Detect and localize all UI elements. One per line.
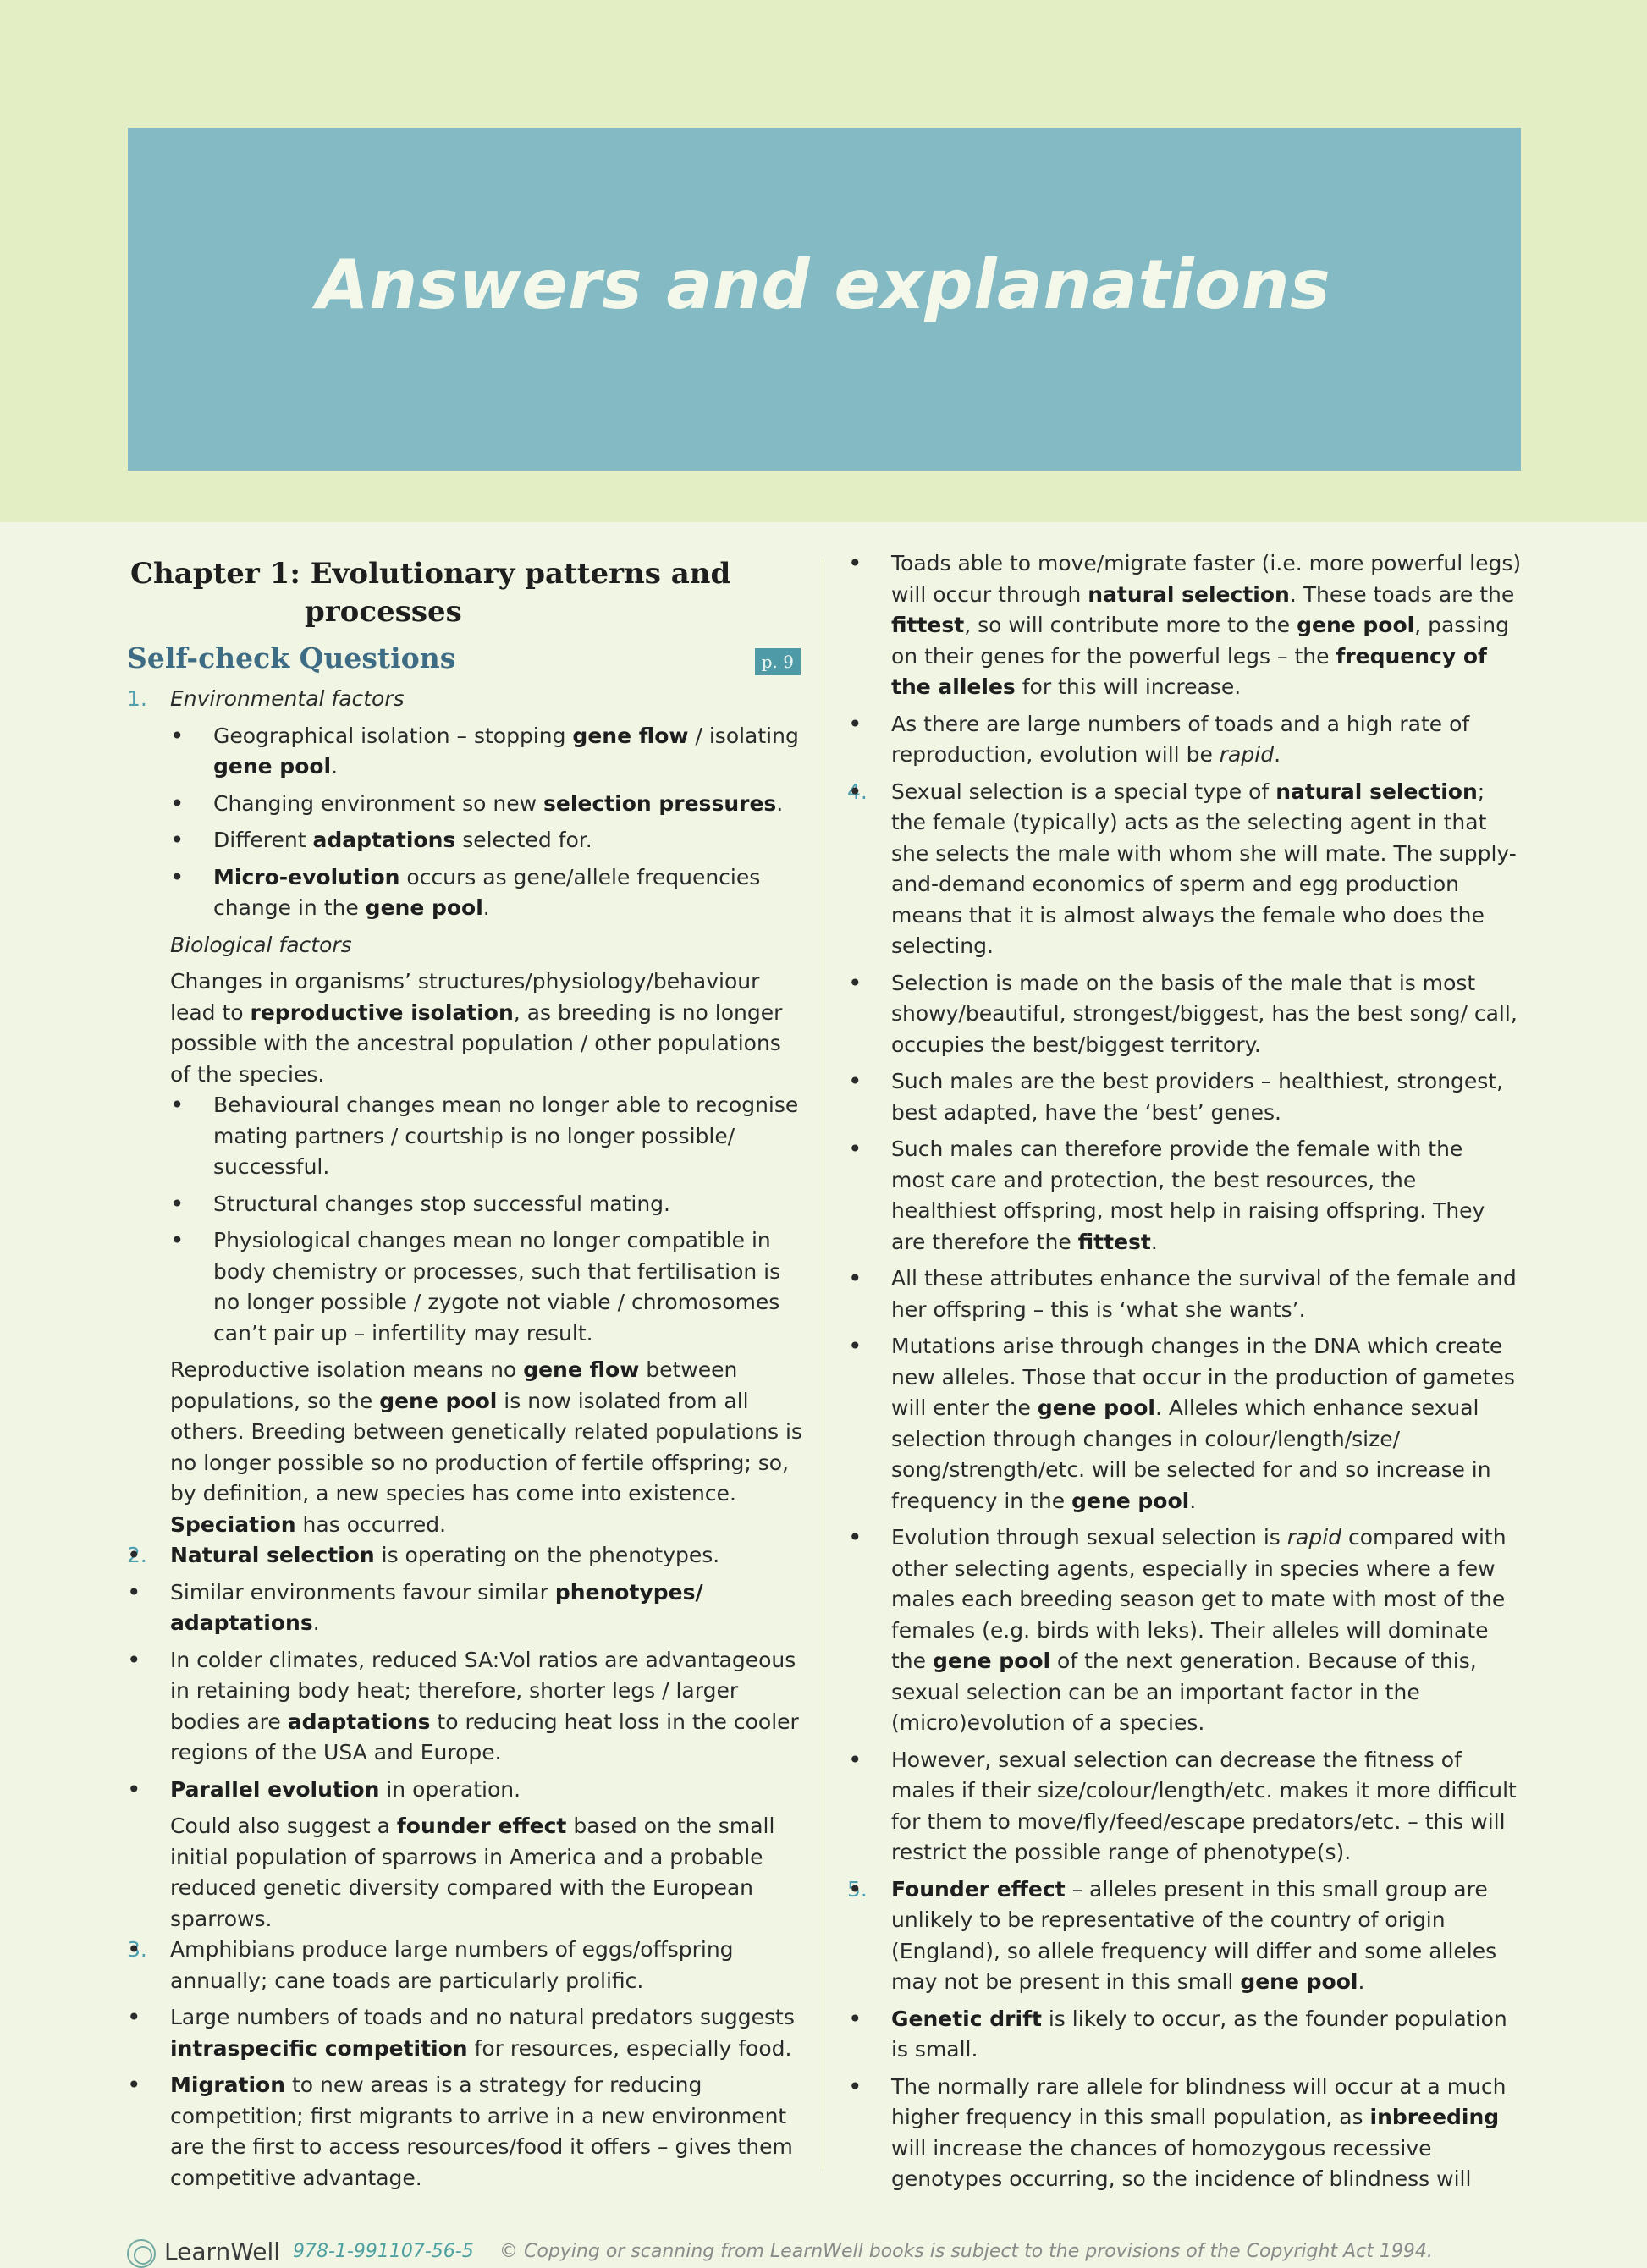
question-4 <box>848 777 1522 1869</box>
bullet-item: • Natural selection is operating on the phenotypes. <box>127 1540 804 1572</box>
bullet-item: • Toads able to move/migrate faster (i.e. more powerful legs) will occur through natural selection. These toads are the fittest, so will contribute more to the gene pool, passing on their genes for the powerful legs – the frequency of the alleles for this will increase. <box>848 548 1522 703</box>
q2-bullets <box>127 1540 804 1805</box>
copyright-notice: © Copying or scanning from LearnWell books is subject to the provisions of the Copyright Act 1994. <box>499 2241 1433 2262</box>
q3-bullets-left <box>127 1935 804 2194</box>
question-1 <box>127 684 804 1540</box>
bullet-item: • However, sexual selection can decrease the fitness of males if their size/colour/length/etc. makes it more difficult for them to move/fly/feed/escape predators/etc. – this will restrict the possible range of phenotype(s). <box>848 1745 1522 1869</box>
q1-closing-paragraph: Reproductive isolation means no gene flow between populations, so the gene pool is now isolated from all others. Breeding between genetically related populations is no longer possible so no production of fertile offspring; so, by definition, a new species has come into existence. Speciation has occurred. <box>170 1357 802 1537</box>
question-3-continued <box>848 548 1522 771</box>
bio-paragraph: Changes in organisms’ structures/physiology/behaviour lead to reproductive isolation, as breeding is no longer possible with the ancestral population / other populations of the species. <box>170 969 783 1087</box>
bullet-item: • Similar environments favour similar phenotypes/ adaptations. <box>127 1577 804 1639</box>
bullet-item: • Amphibians produce large numbers of eggs/offspring annually; cane toads are particularly prolific. <box>127 1935 804 1996</box>
footer <box>127 2231 1523 2265</box>
bullet-item: • In colder climates, reduced SA:Vol ratios are advantageous in retaining body heat; therefore, shorter legs / larger bodies are adaptations to reducing heat loss in the cooler regions of the USA and Europe. <box>127 1645 804 1769</box>
bullet-item: • Selection is made on the basis of the male that is most showy/beautiful, strongest/biggest, has the best song/ call, occupies the best/biggest territory. <box>848 968 1522 1061</box>
page-title: Answers and explanations <box>316 245 1331 324</box>
bullet-item: • Changing environment so new selection pressures. <box>170 789 804 820</box>
env-bullets <box>170 721 804 924</box>
bullet-item: • As there are large numbers of toads and a high rate of reproduction, evolution will be rapid. <box>848 709 1522 771</box>
question-number: 4. <box>847 779 868 804</box>
bullet-item: • Parallel evolution in operation. <box>127 1775 804 1806</box>
bullet-item: • Mutations arise through changes in the DNA which create new alleles. Those that occur in the production of gametes will enter the gene pool. Alleles which enhance sexual selection through changes in colour/length/size/ song/strength/etc. will be selected for and so increase in frequency in the gene pool. <box>848 1331 1522 1517</box>
chapter-line-2: processes <box>305 595 462 629</box>
isbn: 978-1-991107-56-5 <box>293 2241 474 2262</box>
q4-bullets <box>848 777 1522 1869</box>
bullet-item: • Such males are the best providers – healthiest, strongest, best adapted, have the ‘best’ genes. <box>848 1066 1522 1128</box>
bullet-item: • Behavioural changes mean no longer able to recognise mating partners / courtship is no longer possible/ successful. <box>170 1090 804 1183</box>
question-3 <box>127 1935 804 2194</box>
bullet-item: • Physiological changes mean no longer compatible in body chemistry or processes, such that fertilisation is no longer possible / zygote not viable / chromosomes can’t pair up – infertility may result. <box>170 1225 804 1349</box>
right-column <box>848 548 1522 2201</box>
left-column <box>127 548 804 2199</box>
question-number: 1. <box>127 686 147 711</box>
self-check-title: Self-check Questions <box>127 641 456 674</box>
page-reference-badge: p. 9 <box>755 648 801 675</box>
question-5 <box>848 1874 1522 2195</box>
bio-bullets <box>170 1090 804 1349</box>
env-heading: Environmental factors <box>170 686 405 711</box>
question-number: 5. <box>847 1876 868 1902</box>
chapter-line-1: Chapter 1: Evolutionary patterns and <box>130 557 731 591</box>
bullet-item: • Migration to new areas is a strategy for reducing competition; first migrants to arrive in a new environment are the first to access resources/food it offers – gives them competitive advantage. <box>127 2070 804 2194</box>
bullet-item: • All these attributes enhance the survival of the female and her offspring – this is ‘what she wants’. <box>848 1263 1522 1325</box>
chapter-heading <box>130 555 804 631</box>
question-2 <box>127 1540 804 1935</box>
bullet-item: • Large numbers of toads and no natural predators suggests intraspecific competition for resources, especially food. <box>127 2002 804 2064</box>
brand-name: LearnWell <box>164 2238 281 2265</box>
q3-bullets-right <box>848 548 1522 771</box>
learnwell-logo-icon <box>127 2239 156 2268</box>
question-number: 3. <box>127 1937 147 1962</box>
q5-bullets <box>848 1874 1522 2195</box>
bullet-item: • Geographical isolation – stopping gene flow / isolating gene pool. <box>170 721 804 783</box>
self-check-row <box>127 635 804 684</box>
column-divider <box>823 559 824 2171</box>
bio-heading: Biological factors <box>170 932 352 957</box>
bullet-item: • Structural changes stop successful mating. <box>170 1189 804 1220</box>
bullet-item: • Sexual selection is a special type of natural selection; the female (typically) acts as the selecting agent in that she selects the male with whom she will mate. The supply-and-demand economics of sperm and egg production means that it is almost always the female who does the selecting. <box>848 777 1522 962</box>
bullet-item: • Evolution through sexual selection is rapid compared with other selecting agents, especially in species where a few males each breeding season get to mate with most of the females (e.g. birds with leks). Their alleles will dominate the gene pool of the next generation. Because of this, sexual selection can be an important factor in the (micro)evolution of a species. <box>848 1522 1522 1739</box>
bullet-item: • Different adaptations selected for. <box>170 825 804 856</box>
bullet-item: • Genetic drift is likely to occur, as the founder population is small. <box>848 2004 1522 2066</box>
bullet-item: • Such males can therefore provide the female with the most care and protection, the best resources, the healthiest offspring, most help in raising offspring. They are therefore the fittest. <box>848 1134 1522 1258</box>
q2-closing-paragraph: Could also suggest a founder effect based on the small initial population of sparrows in America and a probable reduced genetic diversity compared with the European sparrows. <box>170 1814 775 1931</box>
bullet-item: • The normally rare allele for blindness will occur at a much higher frequency in this small population, as inbreeding will increase the chances of homozygous recessive genotypes occurring, so the incidence of blindness will <box>848 2072 1522 2195</box>
bullet-item: • Founder effect – alleles present in this small group are unlikely to be representative of the country of origin (England), so allele frequency will differ and some alleles may not be present in this small gene pool. <box>848 1874 1522 1998</box>
bullet-item: • Micro-evolution occurs as gene/allele frequencies change in the gene pool. <box>170 862 804 924</box>
question-number: 2. <box>127 1543 147 1567</box>
